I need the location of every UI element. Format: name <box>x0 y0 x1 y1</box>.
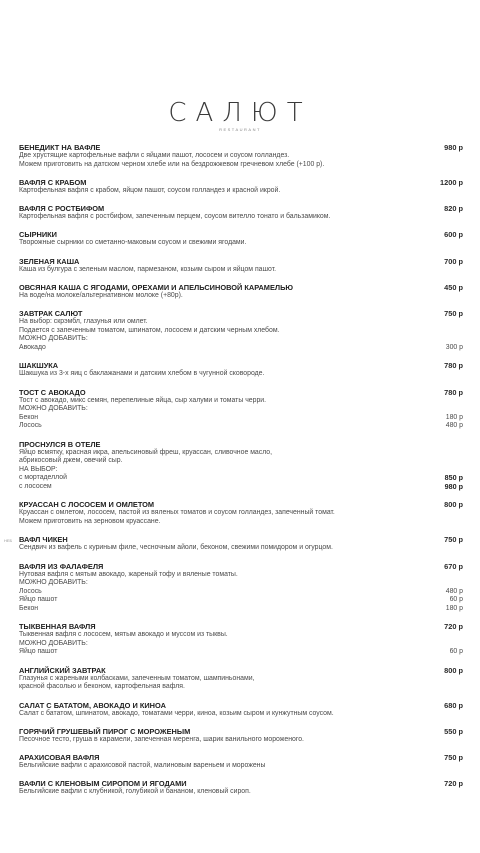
option-price: 480 р <box>445 587 463 595</box>
menu-item-description <box>19 710 463 719</box>
line-text: с мортаделлой <box>19 474 67 482</box>
line-text: Нутовая вафля с мятым авокадо, жареный тофу и вяленые томаты. <box>19 570 238 578</box>
option-price: 60 р <box>449 596 463 604</box>
menu-item-price: 720 р <box>444 779 463 789</box>
menu-item <box>19 701 463 719</box>
line-text: НА ВЫБОР: <box>19 465 58 473</box>
line-text: Бекон <box>19 604 39 612</box>
line-text: МОЖНО ДОБАВИТЬ: <box>19 639 88 647</box>
menu-item-price: 720 р <box>444 622 463 632</box>
menu-item-title: БЕНЕДИКТ НА ВАФЛЕ <box>19 143 101 152</box>
line-text: Бельгийские вафли с клубникой, голубикой и бананом, кленовый сироп. <box>19 788 251 796</box>
line-text: красной фасолью и беконом, картофельная вафля. <box>19 683 185 691</box>
menu-item-title: ЗАВТРАК САЛЮТ <box>19 309 83 319</box>
line-text: Лосось <box>19 587 42 595</box>
menu-item-description <box>19 161 463 170</box>
menu-item <box>19 178 463 196</box>
menu-item-price: 780 р <box>444 387 463 397</box>
menu-item-title: ПРОСНУЛСЯ В ОТЕЛЕ <box>19 439 101 449</box>
line-text: МОЖНО ДОБАВИТЬ: <box>19 405 88 413</box>
line-text: Сендвич из вафель с куриным филе, чесночным айоли, беконом, свежими помидором и огурцом. <box>19 544 333 552</box>
line-text: абрикосовый джем, овечий сыр. <box>19 457 123 465</box>
line-text: Яйцо пашот <box>19 648 58 656</box>
menu-item-price: 780 р <box>444 361 463 371</box>
line-text: Творожные сырники со сметанно-маковым соусом и свежими ягодами. <box>19 239 247 247</box>
line-text: Картофельная вафля с ростбифом, запеченным перцем, соусом вителло тонато и бальзамиком. <box>19 213 331 221</box>
line-text: Лосось <box>19 422 42 430</box>
menu-item-price: 680 р <box>444 700 463 710</box>
menu-option-line <box>19 344 463 353</box>
menu-item <box>19 500 463 526</box>
menu-item-description <box>19 631 463 640</box>
line-text: Подается с запеченным томатом, шпинатом, лососем и датским черным хлебом. <box>19 326 280 334</box>
menu-item-description <box>19 152 463 161</box>
line-text: Картофельная вафля с крабом, яйцом пашот, соусом голландез и красной икрой. <box>19 186 281 194</box>
menu-item-description <box>19 640 463 649</box>
menu-item <box>19 727 463 745</box>
option-price: 850 р <box>444 473 463 483</box>
menu-item-description <box>19 397 463 406</box>
menu-item-description <box>19 762 463 771</box>
menu-item-price: 670 р <box>444 561 463 571</box>
menu-item-description <box>19 683 463 692</box>
menu-item-description <box>19 509 463 518</box>
option-price: 300 р <box>445 344 463 352</box>
menu-item-description <box>19 327 463 336</box>
menu-option-line <box>19 596 463 605</box>
line-text: МОЖНО ДОБАВИТЬ: <box>19 579 88 587</box>
line-text: Шакшука из 3-х яиц с баклажанами и датским хлебом в чугунной сковороде. <box>19 370 265 378</box>
menu-item-price: 820 р <box>444 204 463 214</box>
menu-item-description <box>19 544 463 553</box>
menu-item-description <box>19 457 463 466</box>
menu-item <box>19 753 463 771</box>
menu-item-price: 600 р <box>444 230 463 240</box>
line-text: Тост с авокадо, микс семян, перепелиные яйца, сыр халуми и томаты черри. <box>19 396 267 404</box>
menu-item-description <box>19 213 463 222</box>
line-text: Две хрустящие картофельные вафли с яйцами пашот, лососем и соусом голландез. <box>19 152 290 159</box>
menu-item-description <box>19 571 463 580</box>
menu-item-description <box>19 579 463 588</box>
menu-item-price: 450 р <box>444 283 463 292</box>
menu-option-line <box>19 474 463 483</box>
menu-item-description <box>19 405 463 414</box>
line-text: Бекон <box>19 413 39 421</box>
menu-item-title: ТОСТ С АВОКАДО <box>19 387 86 397</box>
menu-item-title: ГОРЯЧИЙ ГРУШЕВЫЙ ПИРОГ С МОРОЖЕНЫМ <box>19 726 191 736</box>
menu-item <box>19 143 463 169</box>
menu-item-price: 750 р <box>444 309 463 319</box>
menu-item-title: ШАКШУКА <box>19 361 59 371</box>
line-text: Салат с бататом, шпинатом, авокадо, томатами черри, киноа, козьим сыром и кунжутным соусом. <box>19 709 334 717</box>
menu-item-title: АРАХИСОВАЯ ВАФЛЯ <box>19 753 100 763</box>
option-price: 180 р <box>445 413 463 421</box>
menu-item <box>19 440 463 492</box>
menu-item-description <box>19 370 463 379</box>
line-text: На выбор: скрэмбл, глазунья или омлет. <box>19 318 148 326</box>
option-price: 980 р <box>444 482 463 492</box>
menu-item-description <box>19 187 463 196</box>
option-price: 60 р <box>449 648 463 656</box>
line-text: Глазунья с жареными колбасками, запеченным томатом, шампиньонами, <box>19 674 255 682</box>
menu-item-price: 800 р <box>444 665 463 675</box>
menu-item <box>19 779 463 797</box>
menu-item <box>19 204 463 222</box>
menu-item-price: 800 р <box>444 500 463 510</box>
line-text: Можем приготовить на датском черном хлебе или на бездрожжевом гречневом хлебе (+100 р). <box>19 160 325 168</box>
option-price: 180 р <box>445 604 463 612</box>
menu-option-line <box>19 483 463 492</box>
menu-option-line <box>19 422 463 431</box>
menu-item-description <box>19 449 463 458</box>
menu-item-description <box>19 788 463 797</box>
menu-option-line <box>19 648 463 657</box>
menu-item-title: СЫРНИКИ <box>19 230 57 240</box>
menu-item-description <box>19 318 463 327</box>
logo-subtitle: RESTAURANT <box>219 127 261 132</box>
menu-item-price: 700 р <box>444 256 463 266</box>
menu-item-price: 550 р <box>444 726 463 736</box>
menu-item-title: САЛАТ С БАТАТОМ, АВОКАДО И КИНОА <box>19 700 166 710</box>
menu-item <box>19 309 463 352</box>
menu-item-description <box>19 518 463 527</box>
menu-item-description <box>19 266 463 275</box>
menu-item-title: КРУАССАН С ЛОСОСЕМ И ОМЛЕТОМ <box>19 500 155 510</box>
line-text: Тыквенная вафля с лососем, мятым авокадо и муссом из тыквы. <box>19 631 228 639</box>
menu-item-description <box>19 292 463 301</box>
menu-item <box>19 257 463 275</box>
menu-option-line <box>19 588 463 597</box>
menu-item-description <box>19 239 463 248</box>
logo-title: САЛЮТ <box>168 98 312 128</box>
line-text: Можем приготовить на зерновом круассане. <box>19 517 161 525</box>
menu-item-description <box>19 466 463 475</box>
line-text: Песочное тесто, груша в карамели, запеченная меренга, шарик ванильного мороженого. <box>19 735 304 743</box>
menu-item <box>19 388 463 431</box>
menu-item-price: 980 р <box>444 143 463 152</box>
menu-item <box>19 562 463 614</box>
line-text: МОЖНО ДОБАВИТЬ: <box>19 335 88 343</box>
menu-item-title: ОВСЯНАЯ КАША С ЯГОДАМИ, ОРЕХАМИ И АПЕЛЬСИНОВОЙ КАРАМЕЛЬЮ <box>19 283 294 292</box>
menu-item-description <box>19 675 463 684</box>
side-mark: НЕБ <box>4 538 13 543</box>
menu-item <box>19 361 463 379</box>
menu-item-price: 750 р <box>444 753 463 763</box>
menu-item-title: ВАФЛЯ С КРАБОМ <box>19 177 87 187</box>
line-text: Авокадо <box>19 344 46 352</box>
menu-list <box>19 143 463 806</box>
option-price: 480 р <box>445 422 463 430</box>
menu-item <box>19 535 463 553</box>
menu-item <box>19 622 463 657</box>
line-text: Яйцо пашот <box>19 596 58 604</box>
line-text: Круассан с омлетом, лососем, пастой из вяленых томатов и соусом голландез, запеченный томат. <box>19 509 335 517</box>
menu-item-title: ЗЕЛЕНАЯ КАША <box>19 256 80 266</box>
menu-item-description <box>19 335 463 344</box>
menu-item <box>19 283 463 301</box>
menu-item-title: ВАФЛ ЧИКЕН <box>19 535 68 545</box>
menu-item-title: АНГЛИЙСКИЙ ЗАВТРАК <box>19 665 106 675</box>
menu-item <box>19 230 463 248</box>
menu-item-title: ВАФЛЯ С РОСТБИФОМ <box>19 204 105 214</box>
menu-option-line <box>19 605 463 614</box>
line-text: с лососем <box>19 483 52 491</box>
menu-item-title: ВАФЛИ С КЛЕНОВЫМ СИРОПОМ И ЯГОДАМИ <box>19 779 187 789</box>
menu-item-price: 750 р <box>444 535 463 545</box>
line-text: Бельгийские вафли с арахисовой пастой, малиновым вареньем и морожены <box>19 762 266 770</box>
menu-item-title: ТЫКВЕННАЯ ВАФЛЯ <box>19 622 96 632</box>
menu-option-line <box>19 414 463 423</box>
menu-item-title: ВАФЛЯ ИЗ ФАЛАФЕЛЯ <box>19 561 104 571</box>
line-text: Каша из булгура с зеленым маслом, пармезаном, козьим сыром и яйцом пашот. <box>19 265 277 273</box>
menu-item-price: 1200 р <box>439 177 463 187</box>
line-text: Яйцо всмятку, красная икра, апельсиновый фреш, круассан, сливочное масло, <box>19 448 273 456</box>
restaurant-logo <box>0 100 480 132</box>
menu-item-description <box>19 736 463 745</box>
line-text: На воде/на молоке/альтернативном молоке (+80р). <box>19 292 183 299</box>
menu-item <box>19 666 463 692</box>
